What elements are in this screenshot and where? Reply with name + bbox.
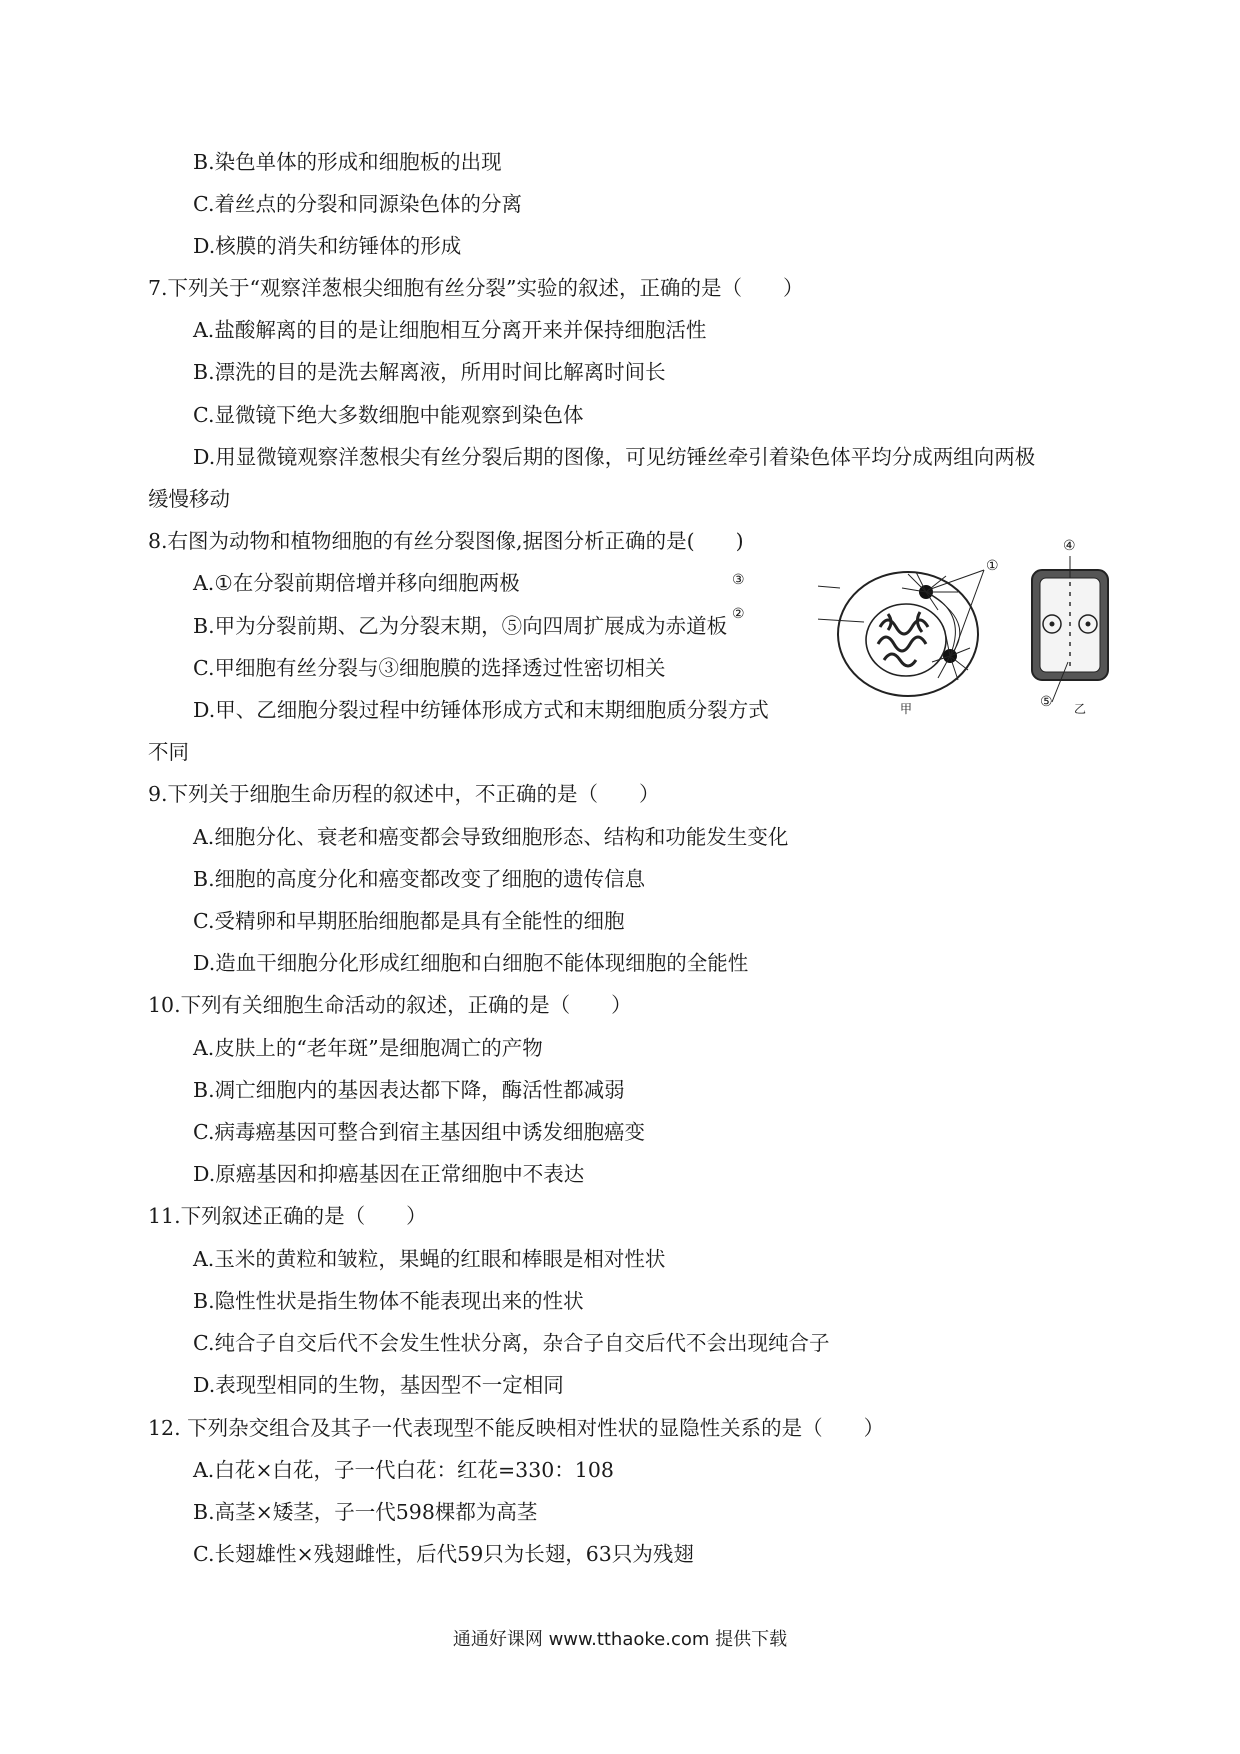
q7-option-a: A.盐酸解离的目的是让细胞相互分离开来并保持细胞活性 bbox=[193, 318, 707, 342]
animal-cell-diagram bbox=[818, 570, 984, 696]
q11-option-d: D.表现型相同的生物，基因型不一定相同 bbox=[193, 1373, 564, 1397]
q10-stem: 10.下列有关细胞生命活动的叙述，正确的是（ ） bbox=[148, 993, 632, 1017]
q8-stem: 8.右图为动物和植物细胞的有丝分裂图像,据图分析正确的是( ) bbox=[148, 529, 744, 553]
q12-stem: 12. 下列杂交组合及其子一代表现型不能反映相对性状的显隐性关系的是（ ） bbox=[148, 1416, 885, 1440]
q6-option-d: D.核膜的消失和纺锤体的形成 bbox=[193, 234, 462, 258]
page-footer: 通通好课网 www.tthaoke.com 提供下载 bbox=[452, 1629, 788, 1650]
q7-option-d: D.用显微镜观察洋葱根尖有丝分裂后期的图像，可见纺锤丝牵引着染色体平均分成两组向两极 bbox=[193, 445, 1036, 469]
label-3: ③ bbox=[732, 572, 745, 588]
q11-option-c: C.纯合子自交后代不会发生性状分离，杂合子自交后代不会出现纯合子 bbox=[193, 1331, 830, 1355]
q8-option-a: A.①在分裂前期倍增并移向细胞两极 bbox=[193, 571, 520, 595]
q9-option-c: C.受精卵和早期胚胎细胞都是具有全能性的细胞 bbox=[193, 909, 625, 933]
q11-stem: 11.下列叙述正确的是（ ） bbox=[148, 1204, 427, 1228]
label-4: ④ bbox=[1063, 538, 1076, 554]
q12-option-a: A.白花×白花，子一代白花：红花=330：108 bbox=[193, 1458, 614, 1482]
cell-a-caption: 甲 bbox=[900, 702, 913, 716]
q10-option-d: D.原癌基因和抑癌基因在正常细胞中不表达 bbox=[193, 1162, 585, 1186]
q11-option-b: B.隐性性状是指生物体不能表现出来的性状 bbox=[193, 1289, 584, 1313]
q8-option-d-cont: 不同 bbox=[148, 740, 189, 764]
q12-option-b: B.高茎×矮茎，子一代598棵都为高茎 bbox=[193, 1500, 538, 1524]
label-1: ① bbox=[986, 558, 999, 574]
q7-option-b: B.漂洗的目的是洗去解离液，所用时间比解离时间长 bbox=[193, 360, 666, 384]
label-5: ⑤ bbox=[1040, 694, 1053, 710]
q10-option-a: A.皮肤上的“老年斑”是细胞凋亡的产物 bbox=[193, 1036, 543, 1060]
cell-b-caption: 乙 bbox=[1074, 702, 1087, 716]
q8-option-d: D.甲、乙细胞分裂过程中纺锤体形成方式和末期细胞质分裂方式 bbox=[193, 698, 769, 722]
q10-option-c: C.病毒癌基因可整合到宿主基因组中诱发细胞癌变 bbox=[193, 1120, 645, 1144]
q11-option-a: A.玉米的黄粒和皱粒，果蝇的红眼和棒眼是相对性状 bbox=[193, 1247, 666, 1271]
q12-option-c: C.长翅雄性×残翅雌性，后代59只为长翅，63只为残翅 bbox=[193, 1542, 694, 1566]
q7-option-c: C.显微镜下绝大多数细胞中能观察到染色体 bbox=[193, 403, 584, 427]
q8-option-b: B.甲为分裂前期、乙为分裂末期，⑤向四周扩展成为赤道板 bbox=[193, 614, 728, 638]
q10-option-b: B.凋亡细胞内的基因表达都下降，酶活性都减弱 bbox=[193, 1078, 625, 1102]
q7-stem: 7.下列关于“观察洋葱根尖细胞有丝分裂”实验的叙述，正确的是（ ） bbox=[148, 276, 804, 300]
q9-option-a: A.细胞分化、衰老和癌变都会导致细胞形态、结构和功能发生变化 bbox=[193, 825, 789, 849]
q9-stem: 9.下列关于细胞生命历程的叙述中，不正确的是（ ） bbox=[148, 782, 660, 806]
q6-option-b: B.染色单体的形成和细胞板的出现 bbox=[193, 150, 502, 174]
q7-option-d-cont: 缓慢移动 bbox=[148, 487, 230, 511]
q6-option-c: C.着丝点的分裂和同源染色体的分离 bbox=[193, 192, 522, 216]
label-2: ② bbox=[732, 606, 745, 622]
q9-option-d: D.造血干细胞分化形成红细胞和白细胞不能体现细胞的全能性 bbox=[193, 951, 749, 975]
mitosis-figure bbox=[732, 538, 1128, 722]
plant-cell-diagram bbox=[1032, 556, 1108, 702]
q9-option-b: B.细胞的高度分化和癌变都改变了细胞的遗传信息 bbox=[193, 867, 646, 891]
q8-option-c: C.甲细胞有丝分裂与③细胞膜的选择透过性密切相关 bbox=[193, 656, 666, 680]
